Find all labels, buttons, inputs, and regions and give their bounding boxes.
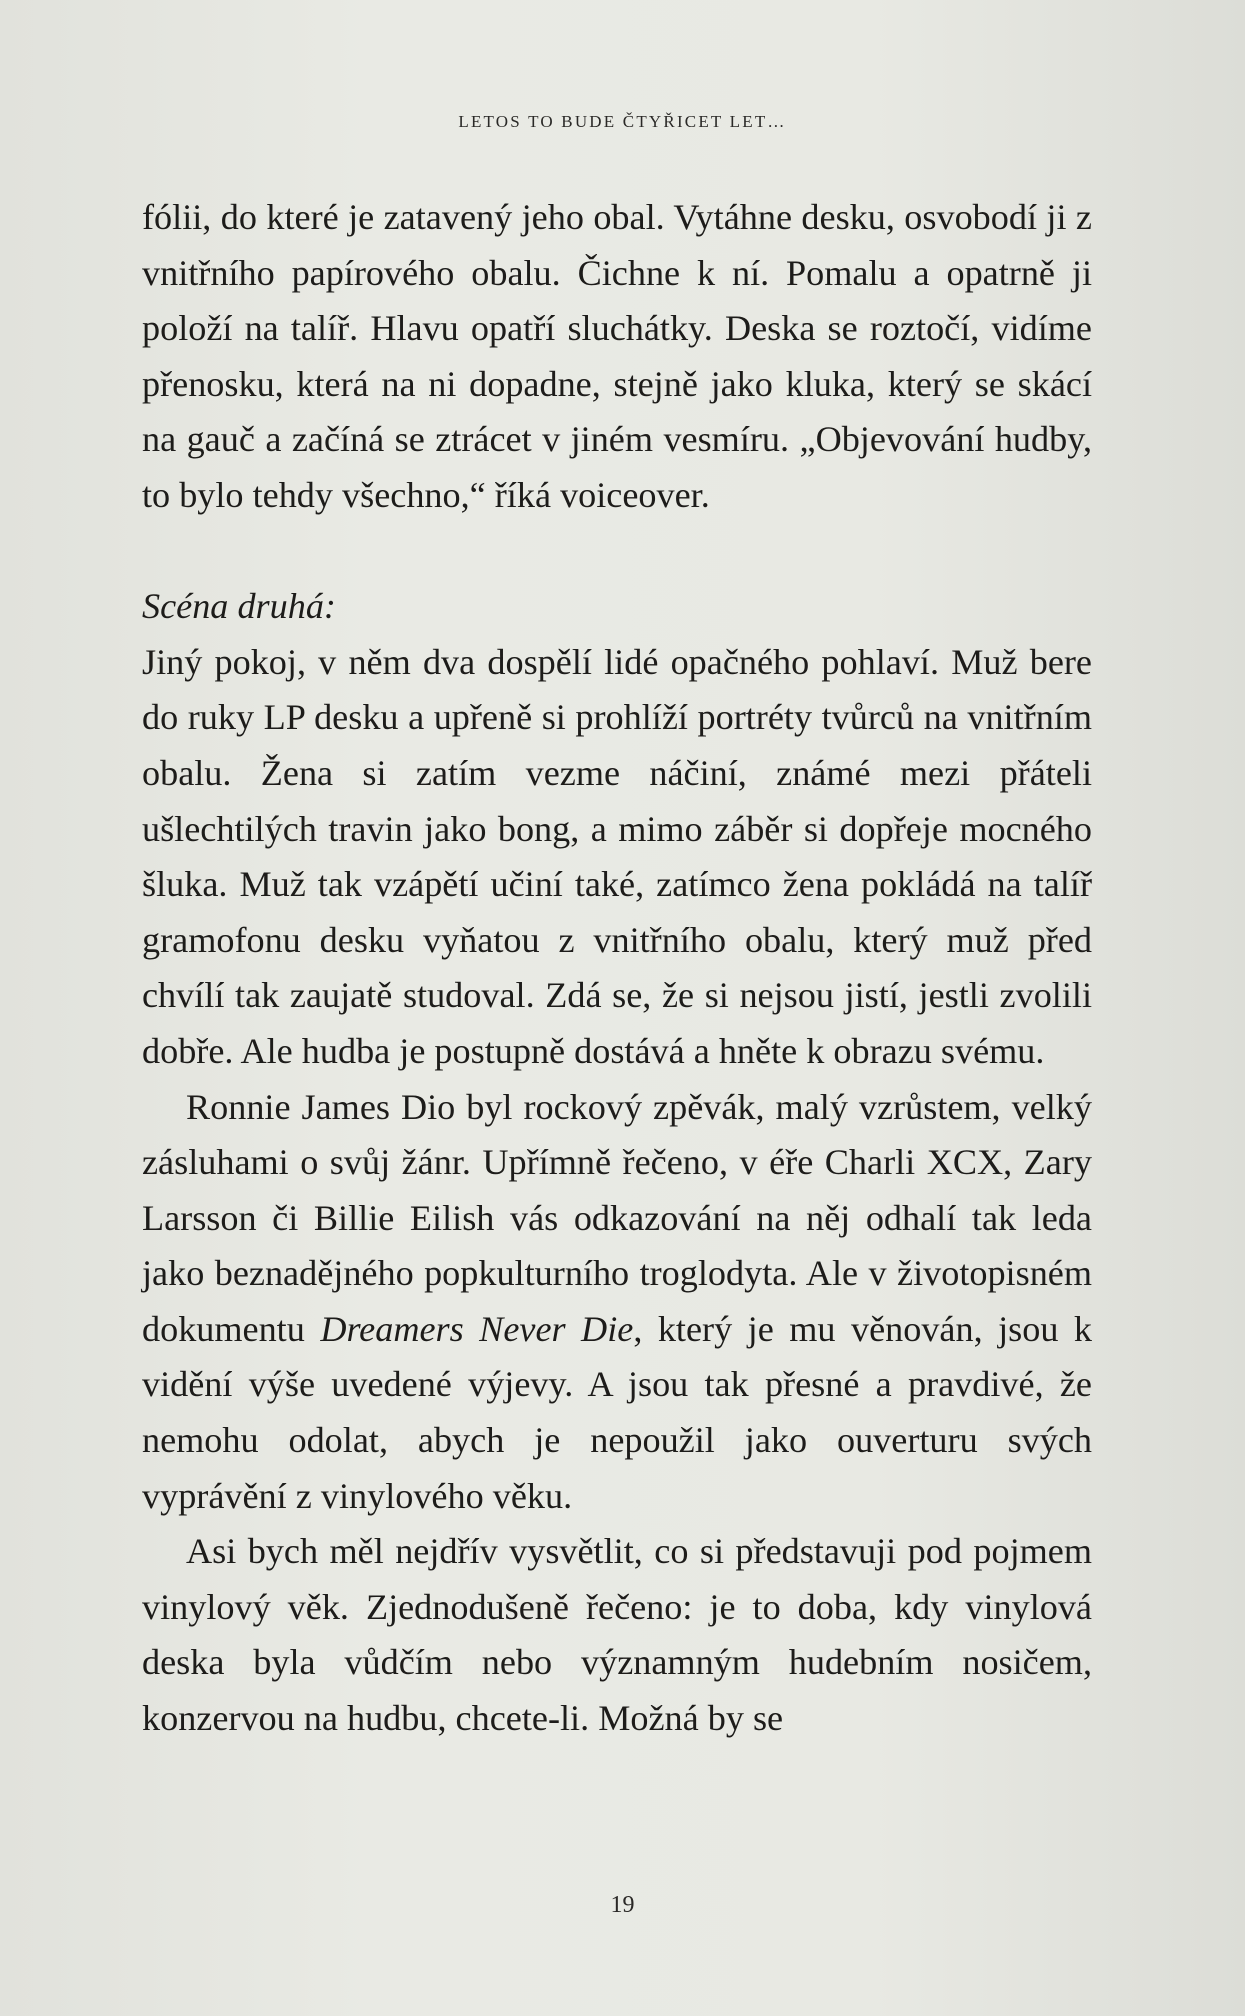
paragraph-4: Asi bych měl nejdřív vysvětlit, co si představuji pod pojmem vinylový věk. Zjednodušeně řečeno: je to doba, kdy vinylová deska byla vůdčím nebo významným hudebním nosičem, konzervou na hudbu, chcete-li. Možná by se (142, 1531, 1092, 1739)
paragraph-3-part-1: Ronnie James Dio byl rockový zpěvák, malý vzrůstem, velký zásluhami o svůj žánr. Upřímně řečeno, v éře Charli XCX, Zary Larsson či Billie Eilish vás odkazování na něj odhalí tak leda jako beznadějného popkulturního troglodyta. Ale v životopisném dokumentu (142, 1086, 1092, 1349)
paragraph-3-part-2: , který je mu věnován, jsou k vidění výše uvedené výjevy. A jsou tak přesné a pravdivé, že nemohu odolat, abych je nepoužil jako ouverturu svých vyprávění z vinylového věku. (142, 1308, 1092, 1516)
paragraph-1: fólii, do které je zatavený jeho obal. Vytáhne desku, osvobodí ji z vnitřního papírového obalu. Čichne k ní. Pomalu a opatrně ji položí na talíř. Hlavu opatří sluchátky. Deska se roztočí, vidíme přenosku, která na ni dopadne, stejně jako kluka, který se skácí na gauč a začíná se ztrácet v jiném vesmíru. „Objevování hudby, to bylo tehdy všechno,“ říká voiceover. (142, 197, 1092, 515)
paragraph-3 (142, 1080, 1092, 1525)
film-title: Dreamers Never Die (320, 1308, 634, 1349)
running-head: LETOS TO BUDE ČTYŘICET LET… (458, 112, 787, 131)
body-text (142, 190, 1092, 1747)
scene-heading: Scéna druhá: (142, 586, 336, 627)
paragraph-2: Jiný pokoj, v něm dva dospělí lidé opačného pohlaví. Muž bere do ruky LP desku a upřeně si prohlíží portréty tvůrců na vnitřním obalu. Žena si zatím vezme náčiní, známé mezi přáteli ušlechtilých travin jako bong, a mimo záběr si dopřeje mocného šluka. Muž tak vzápětí učiní také, zatímco žena pokládá na talíř gramofonu desku vyňatou z vnitřního obalu, který muž před chvílí tak zaujatě studoval. Zdá se, že si nejsou jistí, jestli zvolili dobře. Ale hudba je postupně dostává a hněte k obrazu svému. (142, 641, 1092, 1071)
section-break (142, 524, 1092, 580)
page-number: 19 (610, 1892, 635, 1918)
